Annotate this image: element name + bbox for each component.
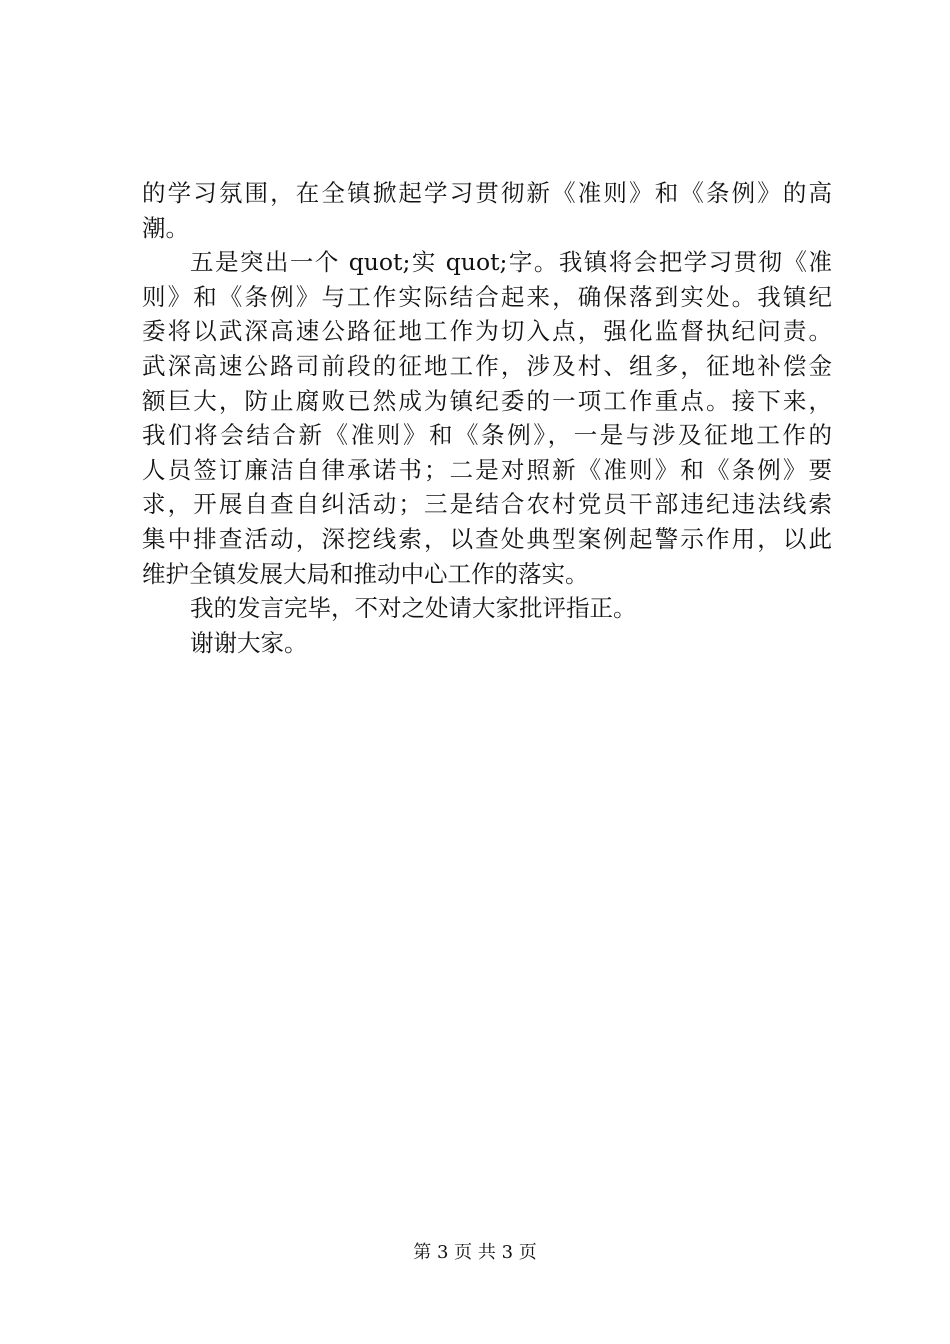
text-line: 我的发言完毕，不对之处请大家批评指正。: [190, 594, 637, 623]
text-line: 潮。: [142, 213, 189, 242]
text-line: 委将以武深高速公路征地工作为切入点，强化监督执纪问责。: [142, 317, 832, 346]
text-line: 人员签订廉洁自律承诺书；二是对照新《准则》和《条例》要: [142, 455, 832, 484]
text-line: 谢谢大家。: [190, 628, 308, 657]
text-line: 求，开展自查自纠活动；三是结合农村党员干部违纪违法线索: [142, 490, 832, 519]
text-line: 武深高速公路司前段的征地工作，涉及村、组多，征地补偿金: [142, 351, 832, 380]
text-line: 则》和《条例》与工作实际结合起来，确保落到实处。我镇纪: [142, 282, 832, 311]
document-body: [142, 176, 832, 660]
text-line: 的学习氛围，在全镇掀起学习贯彻新《准则》和《条例》的高: [142, 179, 832, 207]
text-line: 五是突出一个 quot;实 quot;字。我镇将会把学习贯彻《准: [190, 248, 832, 277]
text-line: 集中排查活动，深挖线索，以查处典型案例起警示作用，以此: [142, 524, 832, 553]
text-line: 维护全镇发展大局和推动中心工作的落实。: [142, 559, 589, 588]
text-line: 额巨大，防止腐败已然成为镇纪委的一项工作重点。接下来，: [142, 386, 832, 415]
page-footer: 第 3 页 共 3 页: [413, 1242, 537, 1263]
text-line: 我们将会结合新《准则》和《条例》，一是与涉及征地工作的: [142, 421, 832, 450]
